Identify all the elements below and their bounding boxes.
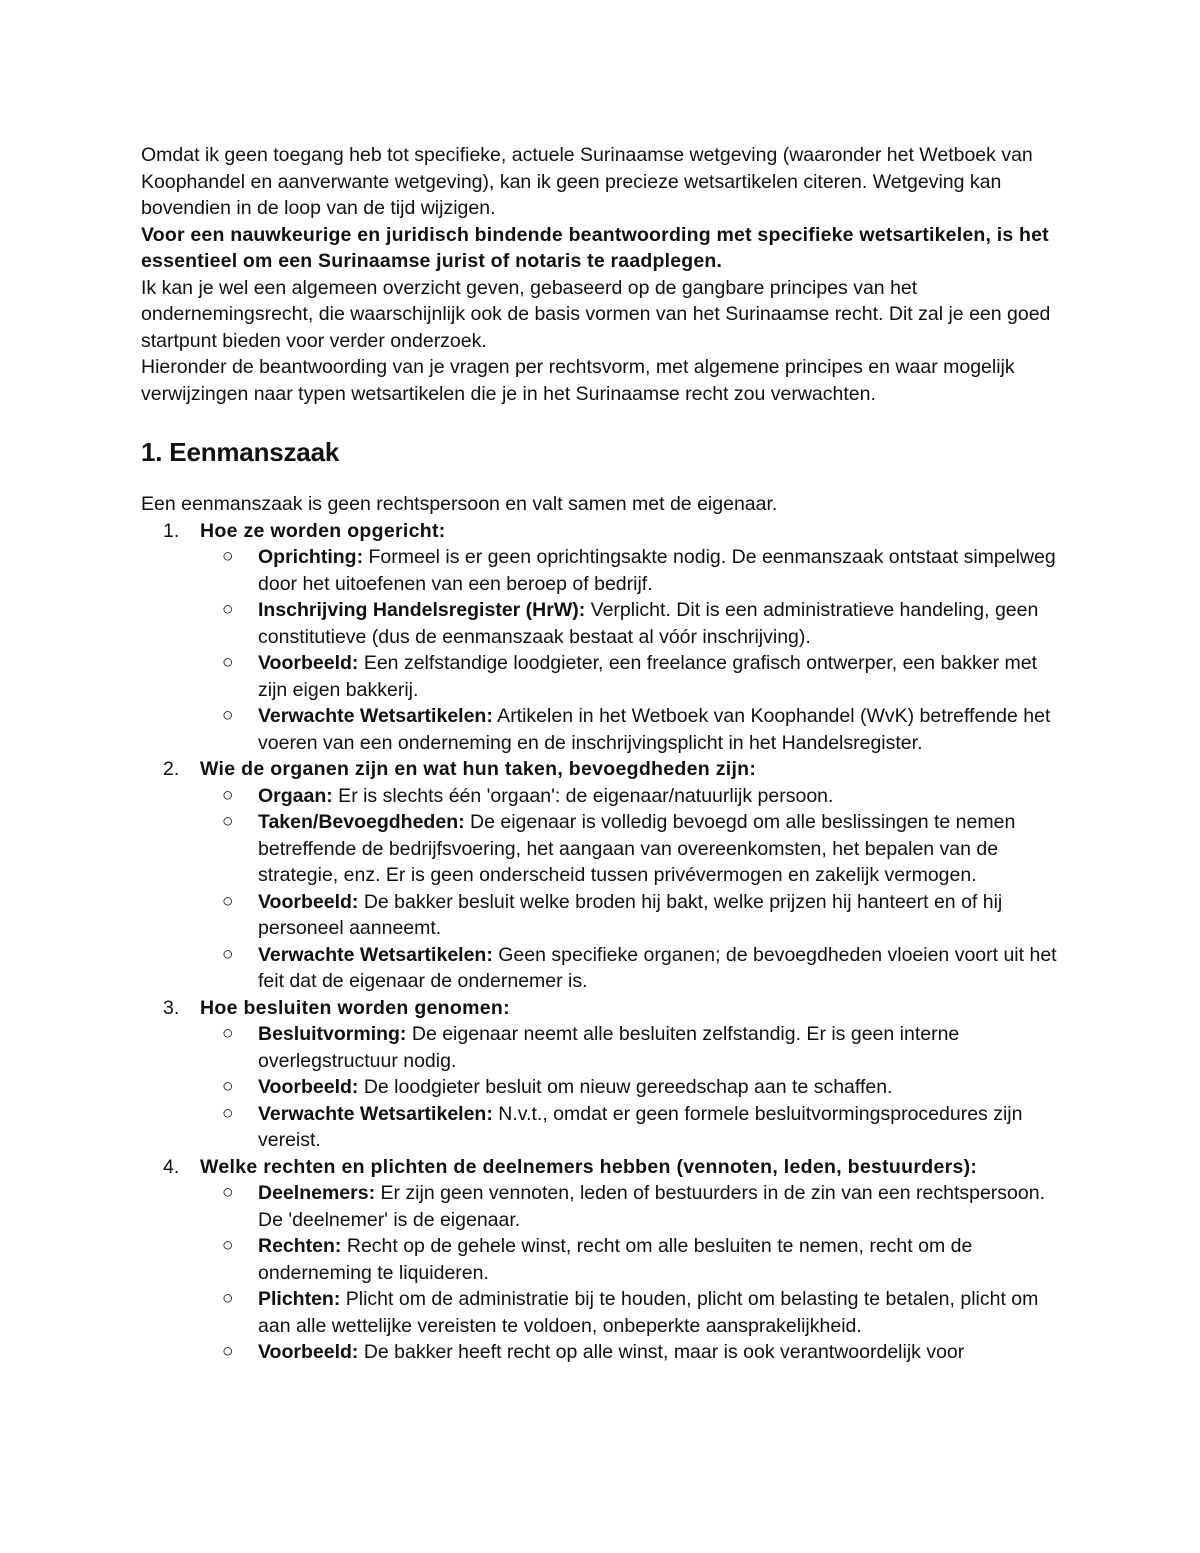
hollow-circle-bullet-icon: ○ xyxy=(222,943,234,965)
question-item xyxy=(141,518,1066,757)
hollow-circle-bullet-icon: ○ xyxy=(222,1182,234,1203)
answer-list xyxy=(200,1021,1066,1154)
answer-text: Er is slechts één 'orgaan': de eigenaar/natuurlijk persoon. xyxy=(332,784,834,807)
question-number: 4. xyxy=(163,1155,180,1178)
answer-item xyxy=(200,809,1066,889)
question-title: Welke rechten en plichten de deelnemers hebben (vennoten, leden, bestuurders): xyxy=(200,1155,978,1178)
answer-text: N.v.t., omdat er geen formele besluitvormingsprocedures zijn vereist. xyxy=(258,1102,1023,1151)
answer-item xyxy=(200,544,1066,597)
hollow-circle-bullet-icon: ○ xyxy=(222,599,234,620)
hollow-circle-bullet-icon: ○ xyxy=(222,652,234,673)
question-list xyxy=(141,518,1066,1366)
answer-label: Plichten: xyxy=(258,1288,341,1310)
section-heading: 1. Eenmanszaak xyxy=(141,437,340,467)
answer-label: Voorbeeld: xyxy=(258,1341,359,1363)
answer-text: Artikelen in het Wetboek van Koophandel (WvK) betreffende het voeren van een onderneming en de inschrijvingsplicht in het Handelsregister. xyxy=(258,705,1051,754)
answer-item xyxy=(200,1180,1066,1233)
intro-paragraph-disclaimer: Omdat ik geen toegang heb tot specifieke, actuele Surinaamse wetgeving (waaronder het Wetboek van Koophandel en aanverwante wetgeving), kan ik geen precieze wetsartikelen citeren. Wetgeving kan bovendien in de loop van de tijd wijzigen. xyxy=(141,144,1033,219)
answer-list xyxy=(200,783,1066,995)
hollow-circle-bullet-icon: ○ xyxy=(222,811,234,832)
answer-list xyxy=(200,544,1066,756)
question-number: 3. xyxy=(163,996,180,1019)
answer-item xyxy=(200,889,1066,942)
answer-item xyxy=(200,783,1066,810)
answer-item xyxy=(200,1101,1066,1154)
answer-label: Verwachte Wetsartikelen: xyxy=(258,1102,493,1125)
hollow-circle-bullet-icon: ○ xyxy=(222,1076,234,1097)
answer-text: Plicht om de administratie bij te houden, plicht om belasting te betalen, plicht om aan alle wettelijke vereisten te voldoen, onbeperkte aansprakelijkheid. xyxy=(258,1288,1039,1337)
answer-label: Orgaan: xyxy=(258,784,333,807)
answer-label: Voorbeeld: xyxy=(258,652,359,674)
answer-text: De bakker heeft recht op alle winst, maar is ook verantwoordelijk voor xyxy=(358,1341,965,1363)
answer-text: Formeel is er geen oprichtingsakte nodig. De eenmanszaak ontstaat simpelweg door het uitoefenen van een beroep of bedrijf. xyxy=(258,546,1056,595)
answer-label: Verwachte Wetsartikelen: xyxy=(258,705,493,727)
answer-text: Verplicht. Dit is een administratieve handeling, geen constitutieve (dus de eenmanszaak bestaat al vóór inschrijving). xyxy=(258,599,1039,648)
question-item xyxy=(141,1154,1066,1366)
answer-text: Een zelfstandige loodgieter, een freelance grafisch ontwerper, een bakker met zijn eigen bakkerij. xyxy=(258,652,1037,701)
intro-paragraph-overview: Ik kan je wel een algemeen overzicht geven, gebaseerd op de gangbare principes van het ondernemingsrecht, die waarschijnlijk ook de basis vormen van het Surinaamse recht. Dit zal je een goed startpunt bieden voor verder onderzoek. xyxy=(141,276,1051,352)
answer-text: De loodgieter besluit om nieuw gereedschap aan te schaffen. xyxy=(358,1076,893,1098)
hollow-circle-bullet-icon: ○ xyxy=(222,784,234,806)
answer-item xyxy=(200,1286,1066,1339)
answer-item xyxy=(200,1021,1066,1074)
question-number: 2. xyxy=(163,758,180,780)
answer-label: Inschrijving Handelsregister (HrW): xyxy=(258,599,586,621)
question-number: 1. xyxy=(163,519,180,542)
hollow-circle-bullet-icon: ○ xyxy=(222,1288,234,1309)
answer-item xyxy=(200,942,1066,995)
question-title: Wie de organen zijn en wat hun taken, bevoegdheden zijn: xyxy=(200,758,757,780)
answer-label: Voorbeeld: xyxy=(258,1076,359,1098)
answer-label: Rechten: xyxy=(258,1235,342,1257)
answer-list xyxy=(200,1180,1066,1366)
hollow-circle-bullet-icon: ○ xyxy=(222,705,234,726)
document-page xyxy=(141,142,1066,1366)
hollow-circle-bullet-icon: ○ xyxy=(222,1235,234,1256)
answer-label: Oprichting: xyxy=(258,546,364,568)
answer-text: De bakker besluit welke broden hij bakt, welke prijzen hij hanteert en of hij personeel aanneemt. xyxy=(258,890,1003,939)
section-intro: Een eenmanszaak is geen rechtspersoon en valt samen met de eigenaar. xyxy=(141,493,778,515)
answer-item xyxy=(200,1339,1066,1366)
intro-paragraph-structure: Hieronder de beantwoording van je vragen per rechtsvorm, met algemene principes en waar mogelijk verwijzingen naar typen wetsartikelen die je in het Surinaamse recht zou verwachten. xyxy=(141,356,1015,405)
answer-label: Taken/Bevoegdheden: xyxy=(258,811,465,833)
intro-paragraph-advice: Voor een nauwkeurige en juridisch bindende beantwoording met specifieke wetsartikelen, is het essentieel om een Surinaamse jurist of notaris te raadplegen. xyxy=(141,223,1049,272)
answer-label: Voorbeeld: xyxy=(258,890,359,913)
hollow-circle-bullet-icon: ○ xyxy=(222,1023,234,1044)
hollow-circle-bullet-icon: ○ xyxy=(222,890,234,912)
hollow-circle-bullet-icon: ○ xyxy=(222,1341,234,1362)
hollow-circle-bullet-icon: ○ xyxy=(222,546,234,567)
answer-label: Besluitvorming: xyxy=(258,1023,407,1045)
hollow-circle-bullet-icon: ○ xyxy=(222,1102,234,1124)
answer-text: De eigenaar is volledig bevoegd om alle beslissingen te nemen betreffende de bedrijfsvoering, het aangaan van overeenkomsten, het bepalen van de strategie, enz. Er is geen onderscheid tussen privévermogen en zakelijk vermogen. xyxy=(258,811,1016,886)
answer-text: De eigenaar neemt alle besluiten zelfstandig. Er is geen interne overlegstructuur nodig. xyxy=(258,1023,960,1072)
intro-block xyxy=(141,142,1066,407)
answer-text: Geen specifieke organen; de bevoegdheden vloeien voort uit het feit dat de eigenaar de ondernemer is. xyxy=(258,943,1057,992)
answer-item xyxy=(200,703,1066,756)
answer-text: Recht op de gehele winst, recht om alle besluiten te nemen, recht om de onderneming te liquideren. xyxy=(258,1235,973,1284)
answer-label: Verwachte Wetsartikelen: xyxy=(258,943,493,966)
question-item xyxy=(141,756,1066,995)
answer-item xyxy=(200,597,1066,650)
question-title: Hoe ze worden opgericht: xyxy=(200,519,446,542)
answer-item xyxy=(200,1233,1066,1286)
answer-item xyxy=(200,650,1066,703)
question-item xyxy=(141,995,1066,1154)
answer-item xyxy=(200,1074,1066,1101)
answer-text: Er zijn geen vennoten, leden of bestuurders in de zin van een rechtspersoon. De 'deelnemer' is de eigenaar. xyxy=(258,1182,1045,1231)
answer-label: Deelnemers: xyxy=(258,1182,376,1204)
question-title: Hoe besluiten worden genomen: xyxy=(200,996,510,1019)
